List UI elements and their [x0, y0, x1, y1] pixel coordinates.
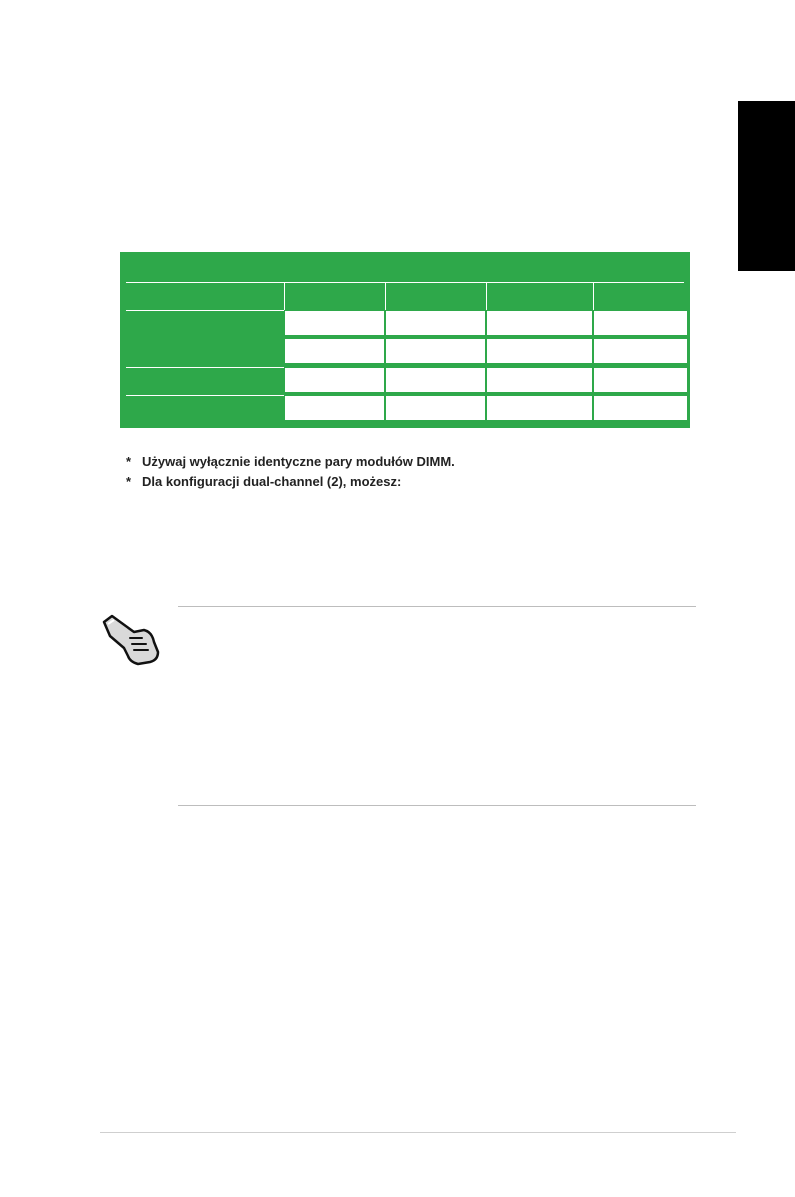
- table-column-divider: [486, 282, 487, 310]
- language-side-tab: [738, 101, 795, 271]
- table-cell: [594, 396, 687, 420]
- table-cell: [386, 368, 485, 392]
- note-item: [126, 472, 455, 492]
- table-column-divider: [593, 282, 594, 310]
- table-cell: [594, 311, 687, 335]
- note-item: [126, 452, 455, 472]
- table-header-divider: [126, 282, 684, 283]
- table-cell: [487, 311, 592, 335]
- table-cell: [487, 368, 592, 392]
- table-notes: [126, 452, 455, 492]
- pointing-hand-icon: [100, 612, 162, 668]
- page-footer-rule: [100, 1132, 736, 1133]
- table-cell: [285, 368, 384, 392]
- table-cell: [487, 339, 592, 363]
- table-cell: [594, 339, 687, 363]
- table-cell: [285, 311, 384, 335]
- note-text: Dla konfiguracji dual-channel (2), możesz:: [142, 474, 402, 489]
- note-text: Używaj wyłącznie identyczne pary modułów DIMM.: [142, 454, 455, 469]
- table-cell: [386, 396, 485, 420]
- table-cell: [386, 339, 485, 363]
- note-bullet: *: [126, 454, 132, 469]
- table-column-divider: [385, 282, 386, 310]
- table-cell: [386, 311, 485, 335]
- table-cell: [487, 396, 592, 420]
- table-row-divider: [126, 395, 284, 396]
- table-cell: [285, 396, 384, 420]
- table-cell: [285, 339, 384, 363]
- table-row-divider: [126, 367, 284, 368]
- note-bottom-rule: [178, 805, 696, 806]
- note-top-rule: [178, 606, 696, 607]
- memory-configuration-table: [120, 252, 690, 428]
- table-row-divider: [126, 310, 284, 311]
- note-bullet: *: [126, 474, 132, 489]
- table-column-divider: [284, 282, 285, 310]
- table-cell: [594, 368, 687, 392]
